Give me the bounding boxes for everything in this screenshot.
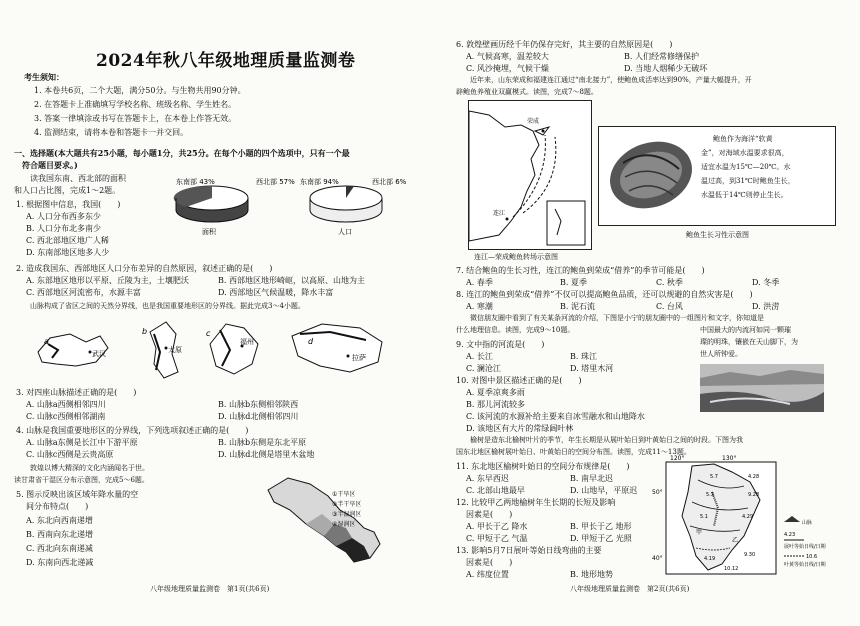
legend-2: ②半干旱区	[332, 501, 362, 508]
svg-text:b: b	[142, 327, 148, 336]
province-maps	[30, 314, 400, 384]
q3-option-a: A. 山脉a西侧相邻四川	[26, 400, 106, 409]
q5-option-d: D. 东南向西北递减	[26, 558, 94, 567]
q10-option-b: B. 那儿河流较多	[466, 400, 525, 409]
q13-option-b: B. 地形地势	[570, 570, 613, 579]
q4: 4. 山脉是我国重要地形区的分界线，下列选项叙述正确的是( )	[16, 426, 249, 435]
q3: 3. 对四座山脉描述正确的是( )	[16, 388, 137, 397]
q9-option-a: A. 长江	[466, 352, 493, 361]
svg-text:a: a	[44, 337, 49, 346]
legend-mountain: 山脉	[802, 520, 813, 526]
q7-option-a: A. 春季	[466, 278, 493, 287]
intro-q9-10b: 什么地理信息。读图，完成9～10题。	[456, 326, 575, 334]
q7-option-d: D. 冬季	[752, 278, 780, 287]
abalone-text-5: 水温低于14℃则停止生长。	[701, 191, 788, 199]
notice-4: 4. 监测结束，请将本卷和答题卡一并交回。	[34, 128, 189, 137]
q7-option-b: B. 夏季	[560, 278, 587, 287]
q4-option-b: B. 山脉b东侧是东北平原	[218, 438, 307, 447]
q9-option-b: B. 珠江	[570, 352, 597, 361]
legend-yellow: 叶黄等始日线/日期	[784, 562, 826, 568]
q10-option-a: A. 夏季凉爽多雨	[466, 388, 525, 397]
q2-option-b: B. 西部地区地形崎岖，以高原、山地为主	[218, 276, 365, 285]
q12-option-d: D. 甲短于乙 光照	[570, 534, 632, 543]
svg-text:5.1: 5.1	[700, 514, 708, 520]
q12b: 因素是( )	[466, 510, 513, 519]
gansu-humidity-map	[262, 466, 422, 574]
q2: 2. 造成我国东、西部地区人口分布差异的自然原因，叙述正确的是( )	[16, 264, 273, 273]
svg-text:40°: 40°	[652, 555, 663, 562]
q13: 13. 影响5月7日展叶等始日线弯曲的主要	[456, 546, 602, 555]
section-heading-2: 符合题目要求。)	[22, 160, 78, 170]
svg-text:d: d	[308, 337, 314, 346]
q4-option-c: C. 山脉c西侧是云贵高原	[26, 450, 114, 459]
abalone-text-2: 金”，对海域水温要求很高，	[701, 149, 789, 157]
q5b: 间分布特点( )	[26, 502, 89, 511]
q1-option-d: D. 东南部地区地多人少	[26, 248, 110, 257]
intro-q9-10: 微信朋友圈中看到了有关某条河流的介绍，下图是小宁的朋友圈中的一组图片和文字，你知道是	[470, 314, 764, 322]
q5-option-b: B. 西南向东北递增	[26, 530, 93, 539]
lasa-label: 拉萨	[352, 354, 366, 362]
q3-option-d: D. 山脉d北侧相邻四川	[218, 412, 299, 421]
svg-text:9.30: 9.30	[744, 552, 756, 558]
fuzhou-label: 福州	[240, 338, 254, 346]
area-population-charts	[172, 174, 422, 240]
q3-option-b: B. 山脉b东侧相邻陕西	[218, 400, 299, 409]
q2-option-d: D. 西部地区气候温暖，降水丰富	[218, 288, 334, 297]
q8-option-c: C. 台风	[656, 302, 683, 311]
q9-option-c: C. 澜沧江	[466, 364, 501, 373]
svg-text:c: c	[206, 329, 211, 338]
pop-label-southeast: 东南部 94%	[300, 178, 339, 186]
svg-text:4.23: 4.23	[784, 532, 796, 538]
q11-option-c: C. 北部山地最早	[466, 486, 525, 495]
footer-page-1: 八年级地理质量监测卷 第1页(共6页)	[150, 585, 270, 593]
coast-map-caption: 连江—荣成鲍鱼转场示意图	[474, 253, 558, 261]
section-heading: 一、选择题(本大题共有25小题，每小题1分，共25分。在每个小题的四个选项中，只有一个最	[14, 148, 350, 158]
wechat-text-1: 中国最大的内流河如同一颗璀	[700, 326, 791, 334]
svg-text:10.6: 10.6	[806, 554, 818, 560]
pop-caption: 人口	[338, 228, 352, 236]
area-caption: 面积	[202, 228, 216, 236]
q12-option-c: C. 甲短于乙 气温	[466, 534, 528, 543]
q6-option-c: C. 风沙掩埋，气候干燥	[466, 64, 549, 73]
svg-text:50°: 50°	[652, 489, 663, 496]
q9-option-d: D. 塔里木河	[570, 364, 614, 373]
intro-q5-6: 敦煌以博大精深的文化内涵闻名于世。	[30, 464, 149, 472]
q11-option-b: B. 南早北迟	[570, 474, 613, 483]
svg-text:5.7: 5.7	[710, 474, 718, 480]
q6: 6. 敦煌壁画历经千年仍保存完好，其主要的自然原因是( )	[456, 40, 673, 49]
abalone-text-1: 鲍鱼作为海洋“软黄	[713, 135, 773, 143]
svg-text:130°: 130°	[722, 455, 737, 462]
intro-q3-4: 山脉构成了省区之间的天然分界线，也是我国重要地形区的分界线。据此完成3～4小题。	[30, 302, 305, 310]
q11-option-d: D. 山地早，平原迟	[570, 486, 638, 495]
tibet-outline	[292, 324, 382, 372]
page-2	[430, 0, 860, 626]
abalone-box	[598, 126, 836, 226]
q12-option-a: A. 甲长于乙 降水	[466, 522, 528, 531]
q6-option-b: B. 人们经常修缮保护	[624, 52, 699, 61]
wuhan-label: 武汉	[92, 350, 106, 358]
legend-3: ③半湿润区	[332, 511, 362, 518]
q5-option-c: C. 西北向东南递减	[26, 544, 93, 553]
q8-option-b: B. 泥石流	[560, 302, 595, 311]
q3-option-c: C. 山脉c西侧相邻湖南	[26, 412, 106, 421]
notice-heading: 考生须知：	[24, 72, 64, 82]
abalone-caption: 鲍鱼生长习性示意图	[686, 231, 749, 239]
q2-option-c: C. 西部地区河流密布，水源丰富	[26, 288, 141, 297]
legend-leaf-out: 展叶等始日线/日期	[784, 544, 826, 550]
rongcheng-label: 荣成	[527, 118, 540, 125]
q2-option-a: A. 东部地区地形以平原、丘陵为主，土壤肥沃	[26, 276, 189, 285]
svg-text:4.29: 4.29	[742, 514, 754, 520]
notice-2: 2. 在答题卡上准确填写学校名称、班级名称、学生姓名。	[34, 100, 237, 109]
q8-option-a: A. 寒潮	[466, 302, 493, 311]
svg-text:10.12: 10.12	[724, 566, 739, 572]
intro-q1-2: 读我国东南、西北部的面积	[30, 174, 126, 183]
q10: 10. 对图中景区描述正确的是( )	[456, 376, 582, 385]
intro-q11-13b: 国东北地区榆树展叶始日、叶黄始日的空间分布图。读图，完成11～13题。	[456, 448, 691, 456]
q11: 11. 东北地区榆树叶始日的空间分布规律是( )	[456, 462, 630, 471]
q6-option-a: A. 气候高寒，温差较大	[466, 52, 549, 61]
jia-label: 甲	[696, 529, 703, 536]
legend-4: ④湿润区	[332, 521, 356, 528]
taiyuan-label: 太原	[168, 346, 182, 354]
q13-option-a: A. 纬度位置	[466, 570, 509, 579]
fujian-outline	[210, 324, 258, 374]
abalone-text-4: 温过高，到31℃时鲍鱼生长，	[701, 177, 795, 185]
svg-text:4.19: 4.19	[704, 556, 716, 562]
q1-option-c: C. 西北部地区地广人稀	[26, 236, 109, 245]
intro-q5-6b: 读甘肃省干湿区分布示意图，完成5～6题。	[14, 476, 149, 484]
q7-option-c: C. 秋季	[656, 278, 683, 287]
q5-option-a: A. 东北向西南递增	[26, 516, 93, 525]
legend-1: ①干旱区	[332, 491, 356, 498]
footer-page-2: 八年级地理质量监测卷 第2页(共6页)	[570, 585, 690, 593]
q12: 12. 比较甲乙两地榆树年生长期的长短及影响	[456, 498, 616, 507]
wechat-text-2: 璨的明珠，镶嵌在天山脚下，为	[700, 338, 798, 346]
q4-option-d: D. 山脉d北侧是塔里木盆地	[218, 450, 315, 459]
q6-option-d: D. 当地人烟稀少无破坏	[624, 64, 708, 73]
yi-label: 乙	[732, 537, 739, 544]
q10-option-c: C. 该河流的水源补给主要来自冰雪融水和山地降水	[466, 412, 645, 421]
abalone-picture	[605, 133, 697, 219]
q1: 1. 根据图中信息，我国( )	[16, 200, 121, 209]
svg-text:5.3: 5.3	[706, 492, 714, 498]
q10-option-d: D. 该地区有大片的常绿阔叶林	[466, 424, 574, 433]
northeast-phenology-map	[652, 452, 852, 580]
q12-option-b: B. 甲长于乙 地形	[570, 522, 632, 531]
notice-1: 1. 本卷共6页，二个大题，满分50分。与生物共用90分钟。	[34, 86, 246, 95]
svg-text:4.28: 4.28	[748, 474, 760, 480]
q8: 8. 连江的鲍鱼到荣成“借养”不仅可以提高鲍鱼品质，还可以规避的自然灾害是( )	[456, 290, 753, 299]
intro-q7-8b: 辟鲍鱼养殖业双赢模式。读图，完成7～8题。	[456, 88, 598, 96]
q9: 9. 文中指的河流是( )	[456, 340, 545, 349]
q1-option-b: B. 人口分布北多南少	[26, 224, 101, 233]
area-label-southeast: 东南部 43%	[176, 178, 215, 186]
river-photo	[700, 364, 824, 412]
q4-option-a: A. 山脉a东侧是长江中下游平原	[26, 438, 138, 447]
q5: 5. 图示反映出该区域年降水量的空	[16, 490, 139, 499]
q13b: 因素是( )	[466, 558, 513, 567]
q8-option-d: D. 洪涝	[752, 302, 780, 311]
lianjiang-label: 连江	[493, 210, 506, 217]
intro-q7-8: 近年来，山东荣成和福建连江通过“南北接力”，使鲍鱼成活率达到90%，产量大幅提升，开	[470, 76, 752, 84]
q7: 7. 结合鲍鱼的生长习性，连江的鲍鱼到荣成“借养”的季节可能是( )	[456, 266, 705, 275]
svg-text:9.28: 9.28	[748, 492, 760, 498]
intro-q11-13: 榆树是造东北榆树叶片的季节，年生长期是从展叶始日到叶黄始日之间的时段。下图为我	[470, 436, 743, 444]
pop-label-northwest: 西北部 6%	[372, 178, 407, 186]
q1-option-a: A. 人口分布西多东少	[26, 212, 101, 221]
q11-option-a: A. 东早西迟	[466, 474, 509, 483]
notice-3: 3. 答案一律填涂或书写在答题卡上，在本卷上作答无效。	[34, 114, 237, 123]
wechat-text-3: 世人所钟爱。	[700, 350, 742, 358]
exam-title: 2024年秋八年级地理质量监测卷	[96, 51, 356, 71]
coast-map	[468, 100, 592, 250]
intro-q1-2b: 和人口占比图，完成1～2题。	[14, 186, 121, 195]
abalone-text-3: 适宜水温为15℃—20℃。水	[701, 163, 791, 171]
area-label-northwest: 西北部 57%	[256, 178, 295, 186]
svg-text:120°: 120°	[670, 455, 685, 462]
